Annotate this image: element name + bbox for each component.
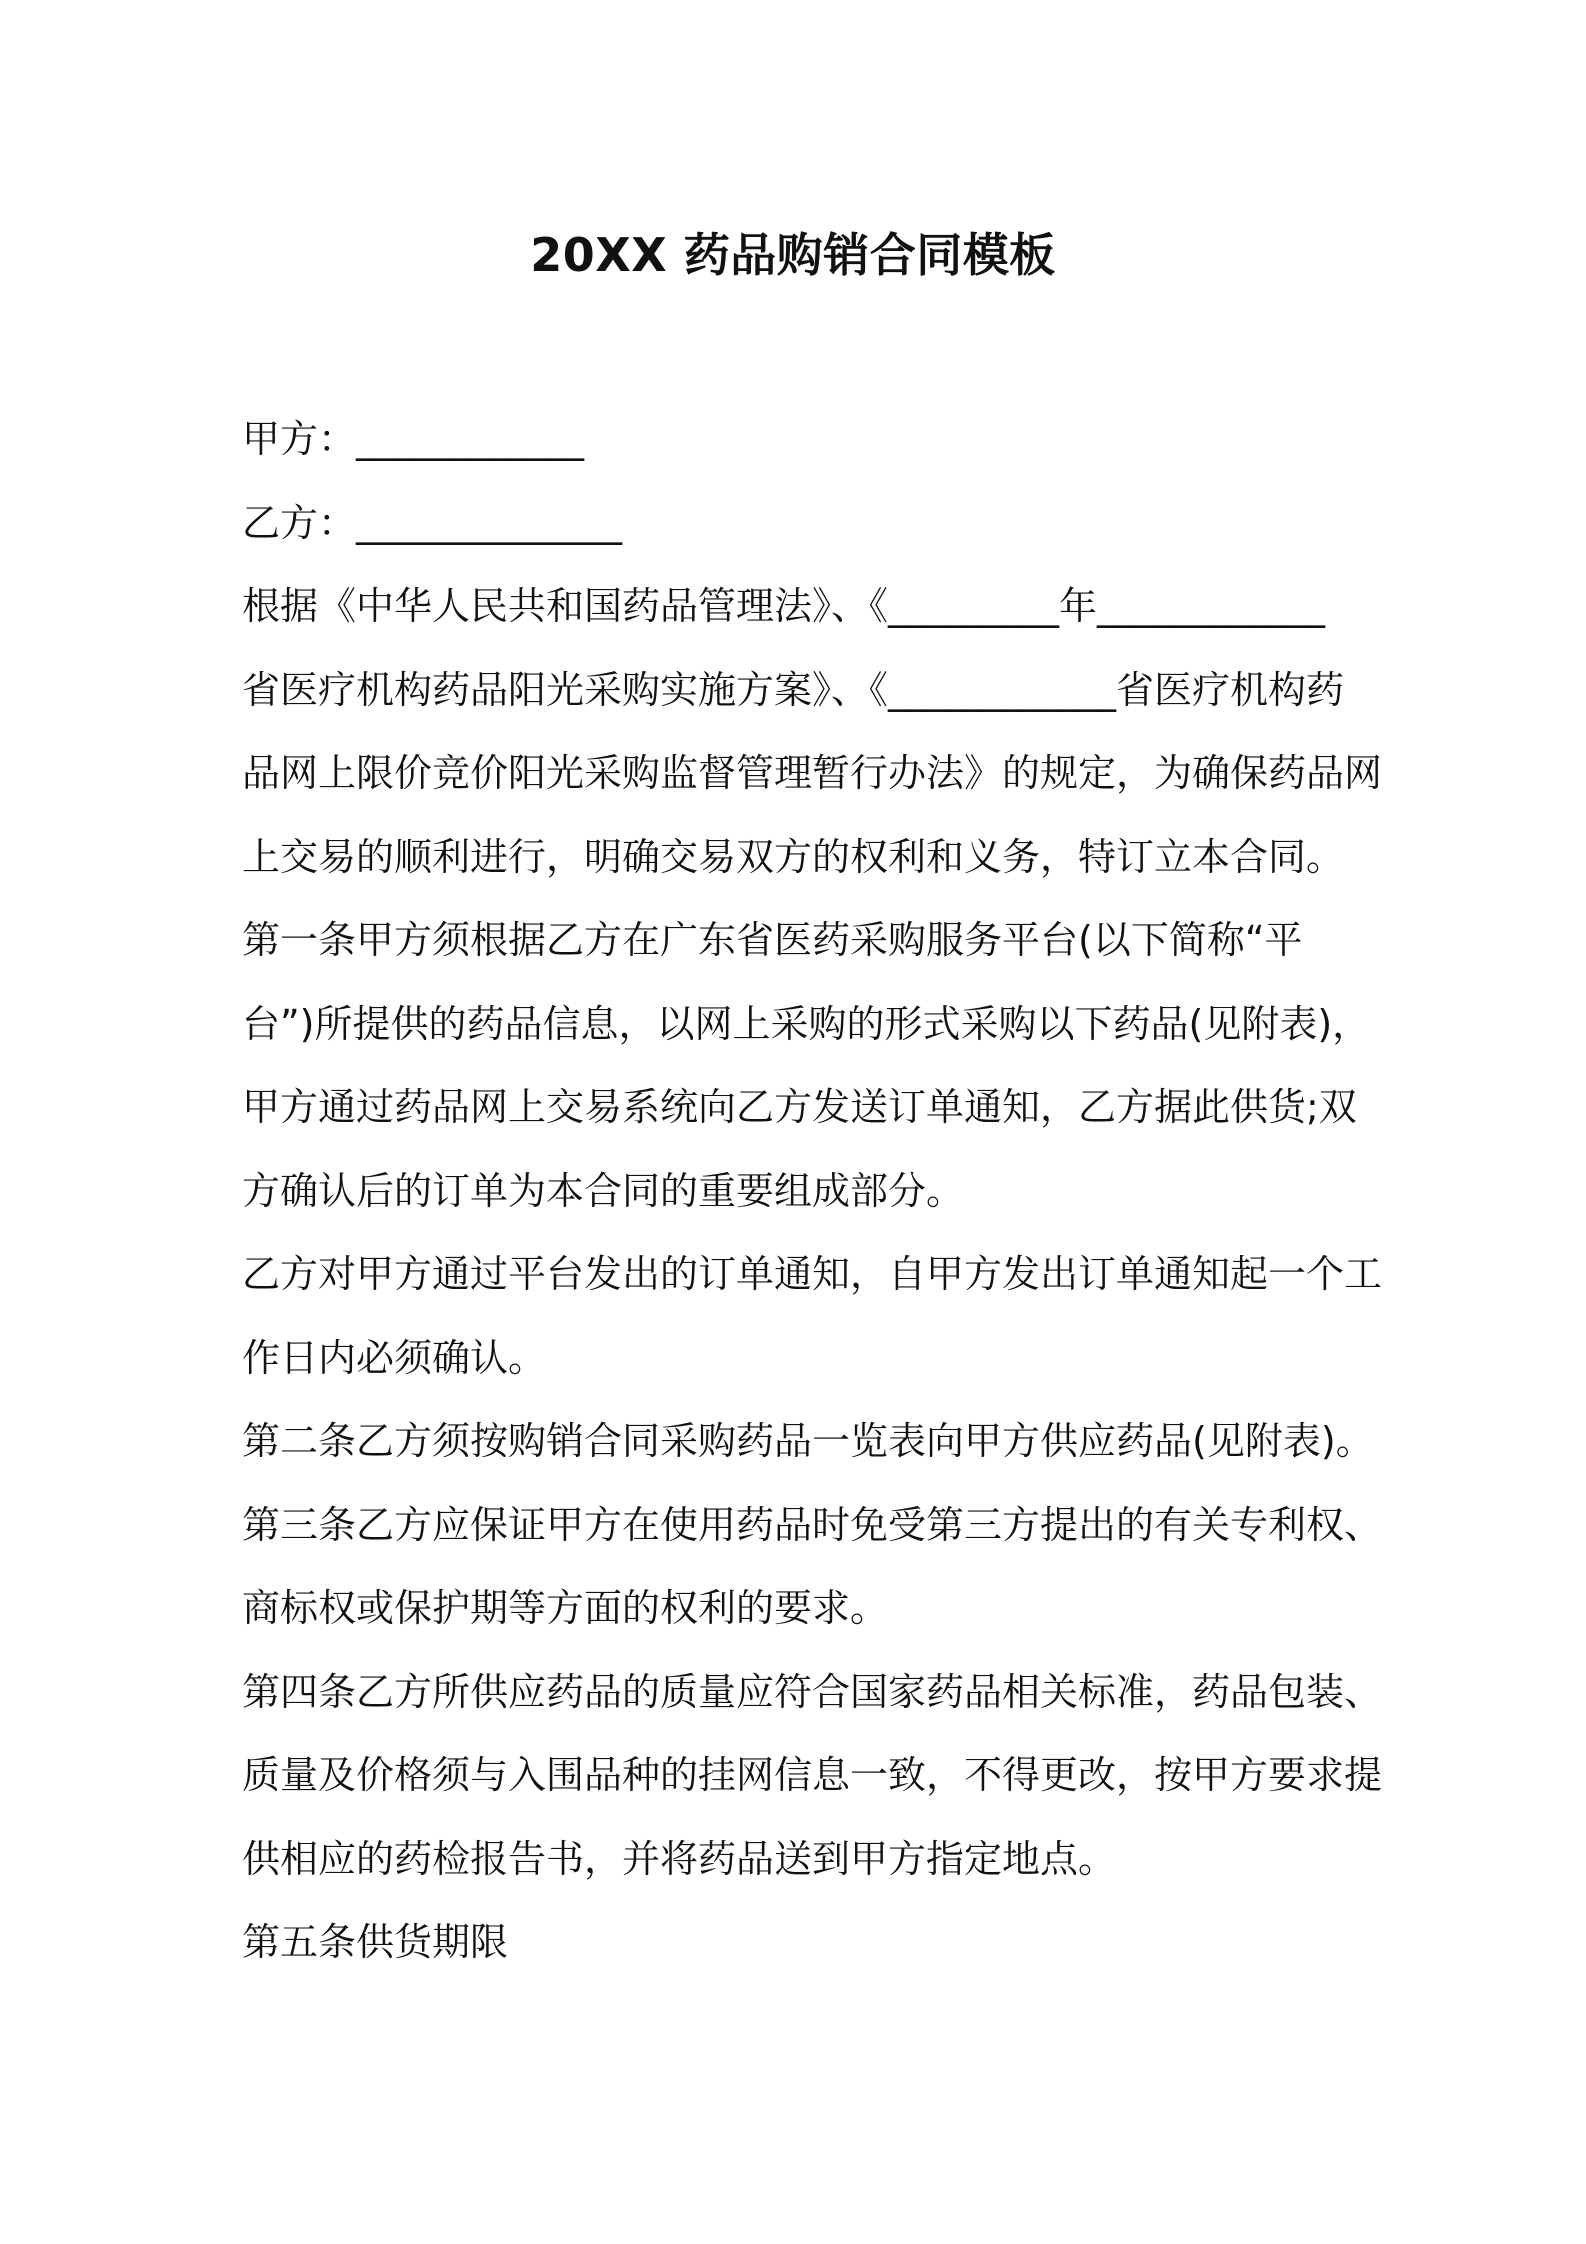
document-title: 20XX 药品购销合同模板 — [530, 228, 1056, 282]
text-line: 商标权或保护期等方面的权利的要求。 — [242, 1586, 889, 1630]
text-line: 第三条乙方应保证甲方在使用药品时免受第三方提出的有关专利权、 — [242, 1502, 1383, 1547]
text-line: 方确认后的订单为本合同的重要组成部分。 — [242, 1168, 965, 1213]
section-heading: 第五条供货期限 — [242, 1920, 509, 1964]
text-line: 省医疗机构药品阳光采购实施方案》、《____________省医疗机构药 — [242, 667, 1345, 712]
party-a-line: 甲方：____________ — [242, 417, 585, 461]
text-line: 作日内必须确认。 — [242, 1335, 547, 1380]
text-line: 供相应的药检报告书，并将药品送到甲方指定地点。 — [242, 1836, 1117, 1881]
text-line: 第一条甲方须根据乙方在广东省医药采购服务平台(以下简称“平 — [242, 918, 1303, 962]
text-line: 第二条乙方须按购销合同采购药品一览表向甲方供应药品(见附表)。 — [242, 1419, 1374, 1463]
text-line: 品网上限价竞价阳光采购监督管理暂行办法》的规定，为确保药品网 — [242, 751, 1383, 795]
party-b-line: 乙方：______________ — [242, 500, 623, 545]
document-body — [242, 398, 1383, 1985]
text-line: 质量及价格须与入围品种的挂网信息一致，不得更改，按甲方要求提 — [242, 1753, 1383, 1797]
text-line: 台”)所提供的药品信息，以网上采购的形式采购以下药品(见附表)， — [242, 1001, 1371, 1046]
text-line: 根据《中华人民共和国药品管理法》、《_________年____________ — [242, 584, 1326, 628]
text-line: 甲方通过药品网上交易系统向乙方发送订单通知，乙方据此供货;双 — [242, 1085, 1357, 1129]
text-line: 上交易的顺利进行，明确交易双方的权利和义务，特订立本合同。 — [242, 834, 1345, 879]
text-line: 第四条乙方所供应药品的质量应符合国家药品相关标准，药品包装、 — [242, 1669, 1383, 1714]
text-line: 乙方对甲方通过平台发出的订单通知，自甲方发出订单通知起一个工 — [242, 1252, 1383, 1296]
